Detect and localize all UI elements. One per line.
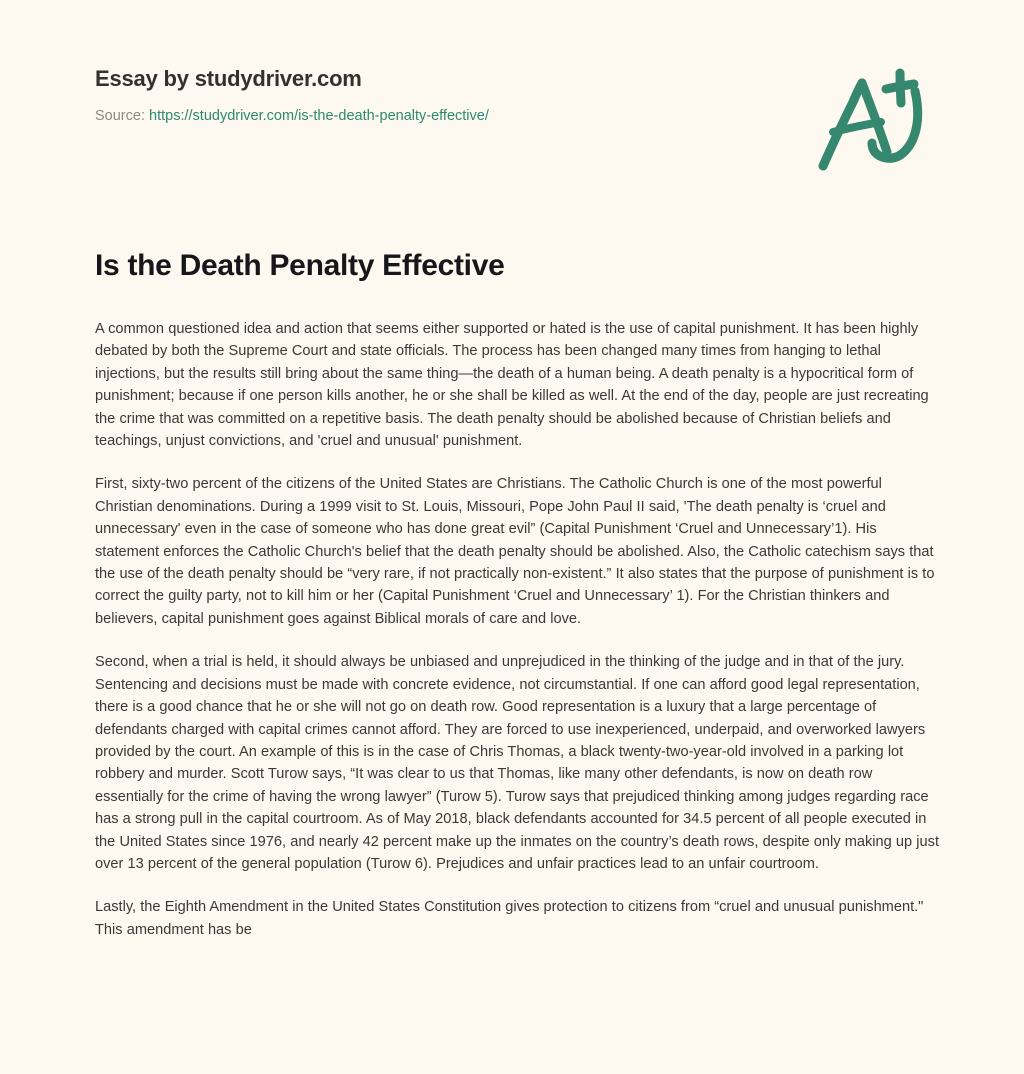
paragraph: Lastly, the Eighth Amendment in the United States Constitution gives protection to citizens from “cruel and unusual punishment." This amendment has be — [95, 899, 924, 938]
source-block — [95, 64, 795, 126]
article-body — [95, 318, 940, 941]
source-url-link[interactable]: https://studydriver.com/is-the-death-penalty-effective/ — [149, 108, 489, 124]
page-title: Is the Death Penalty Effective — [95, 249, 505, 282]
page-header — [0, 0, 1024, 210]
studydriver-a-plus-logo-icon — [812, 62, 936, 180]
paragraph: Second, when a trial is held, it should always be unbiased and unprejudiced in the thinking of the judge and in that of the jury. Sentencing and decisions must be made with concrete evidence, not circumstantial. If one can afford good legal representation, there is a good chance that he or she will not go on death row. Good representation is a luxury that a large percentage of defendants charged with capital crimes cannot afford. They are forced to use inexperienced, underpaid, and overworked lawyers provided by the court. An example of this is in the case of Chris Thomas, a black twenty-two-year-old involved in a parking lot robbery and murder. Scott Turow says, “It was clear to us that Thomas, like many other defendants, is now on death row essentially for the crime of having the wrong lawyer” (Turow 5). Turow says that prejudiced thinking among judges regarding race has a strong pull in the capital courtroom. As of May 2018, black defendants accounted for 34.5 percent of all people executed in the United States since 1976, and nearly 42 percent make up the inmates on the country’s death rows, despite only making up just over 13 percent of the general population (Turow 6). Prejudices and unfair practices lead to an unfair courtroom. — [95, 654, 940, 872]
page-bottom-cutoff — [0, 1058, 1024, 1074]
essay-by-heading: Essay by studydriver.com — [95, 66, 362, 91]
source-line — [95, 106, 795, 126]
paragraph: A common questioned idea and action that seems either supported or hated is the use of capital punishment. It has been highly debated by both the Supreme Court and state officials. The process has been changed many times from hanging to lethal injections, but the results still bring about the same thing—the death of a human being. A death penalty is a hypocritical form of punishment; because if one person kills another, he or she shall be killed as well. At the end of the day, people are just recreating the crime that was committed on a repetitive basis. The death penalty should be abolished because of Christian beliefs and teachings, unjust convictions, and 'cruel and unusual' punishment. — [95, 321, 929, 450]
source-label: Source: — [95, 108, 145, 124]
paragraph: First, sixty-two percent of the citizens of the United States are Christians. The Catholic Church is one of the most powerful Christian denominations. During a 1999 visit to St. Louis, Missouri, Pope John Paul II said, 'The death penalty is ‘cruel and unnecessary' even in the case of someone who has done great evil” (Capital Punishment ‘Cruel and Unnecessary’1). His statement enforces the Catholic Church's belief that the death penalty should be abolished. Also, the Catholic catechism says that the use of the death penalty should be “very rare, if not practically non-existent.” It also states that the purpose of punishment is to correct the guilty party, not to kill him or her (Capital Punishment ‘Cruel and Unnecessary’ 1). For the Christian thinkers and believers, capital punishment goes against Biblical morals of care and love. — [95, 476, 935, 627]
article — [95, 248, 940, 941]
